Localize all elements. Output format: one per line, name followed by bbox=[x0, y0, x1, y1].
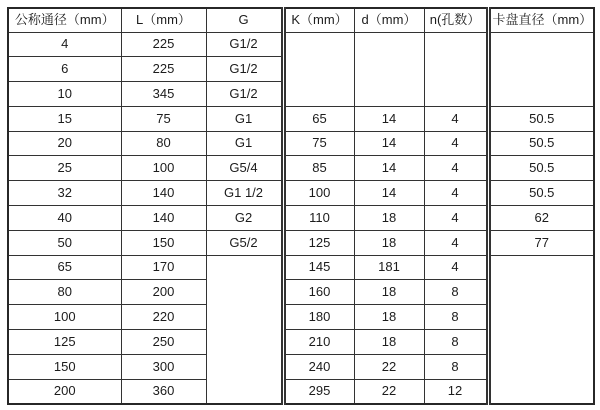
table-cell: 140 bbox=[121, 181, 206, 206]
table-cell: 18 bbox=[354, 280, 424, 305]
merged-empty-cell bbox=[206, 255, 283, 404]
table-cell: 18 bbox=[354, 230, 424, 255]
table-cell: 22 bbox=[354, 354, 424, 379]
merged-empty-cell bbox=[354, 32, 424, 106]
table-cell: 20 bbox=[8, 131, 121, 156]
table-cell: 140 bbox=[121, 206, 206, 231]
table-cell: 250 bbox=[121, 330, 206, 355]
column-header-n: n(孔数） bbox=[424, 8, 488, 32]
table-cell: 40 bbox=[8, 206, 121, 231]
table-cell: 180 bbox=[283, 305, 354, 330]
table-cell: 150 bbox=[121, 230, 206, 255]
table-cell: 345 bbox=[121, 82, 206, 107]
table-cell: 110 bbox=[283, 206, 354, 231]
table-cell: 8 bbox=[424, 354, 488, 379]
table-cell: 77 bbox=[488, 230, 594, 255]
merged-empty-cell bbox=[424, 32, 488, 106]
table-cell: 80 bbox=[8, 280, 121, 305]
table-cell: 50.5 bbox=[488, 156, 594, 181]
table-cell: 8 bbox=[424, 280, 488, 305]
table-cell: 125 bbox=[8, 330, 121, 355]
table-cell: 145 bbox=[283, 255, 354, 280]
table-row bbox=[8, 156, 594, 181]
table-cell: G1 bbox=[206, 131, 283, 156]
table-cell: 12 bbox=[424, 379, 488, 404]
table-cell: 10 bbox=[8, 82, 121, 107]
column-header-dn: 公称通径（mm） bbox=[8, 8, 121, 32]
table-cell: 14 bbox=[354, 131, 424, 156]
table-cell: 100 bbox=[121, 156, 206, 181]
table-cell: 220 bbox=[121, 305, 206, 330]
table-row bbox=[8, 206, 594, 231]
table-cell: 14 bbox=[354, 106, 424, 131]
table-cell: 4 bbox=[424, 131, 488, 156]
table-cell: 4 bbox=[424, 230, 488, 255]
table-cell: G1/2 bbox=[206, 57, 283, 82]
table-cell: 225 bbox=[121, 57, 206, 82]
table-cell: 50.5 bbox=[488, 106, 594, 131]
table-cell: 210 bbox=[283, 330, 354, 355]
table-cell: 25 bbox=[8, 156, 121, 181]
table-row bbox=[8, 181, 594, 206]
column-header-l: L（mm） bbox=[121, 8, 206, 32]
table-cell: 200 bbox=[121, 280, 206, 305]
table-cell: 295 bbox=[283, 379, 354, 404]
table-cell: 100 bbox=[283, 181, 354, 206]
table-cell: 50.5 bbox=[488, 131, 594, 156]
table-cell: 15 bbox=[8, 106, 121, 131]
table-cell: 32 bbox=[8, 181, 121, 206]
table-cell: 62 bbox=[488, 206, 594, 231]
table-cell: 300 bbox=[121, 354, 206, 379]
table-cell: 8 bbox=[424, 330, 488, 355]
table-cell: 18 bbox=[354, 330, 424, 355]
table-cell: 4 bbox=[424, 255, 488, 280]
table-cell: 14 bbox=[354, 181, 424, 206]
table-cell: 150 bbox=[8, 354, 121, 379]
table-cell: 75 bbox=[121, 106, 206, 131]
table-cell: 50.5 bbox=[488, 181, 594, 206]
table-cell: 4 bbox=[424, 181, 488, 206]
table-cell: 8 bbox=[424, 305, 488, 330]
table-cell: G1 1/2 bbox=[206, 181, 283, 206]
table-row bbox=[8, 106, 594, 131]
table-cell: 4 bbox=[8, 32, 121, 57]
table-cell: 225 bbox=[121, 32, 206, 57]
table-cell: 14 bbox=[354, 156, 424, 181]
table-cell: 75 bbox=[283, 131, 354, 156]
table-row bbox=[8, 255, 594, 280]
table-cell: 80 bbox=[121, 131, 206, 156]
table-cell: 181 bbox=[354, 255, 424, 280]
table-cell: 65 bbox=[8, 255, 121, 280]
merged-empty-cell bbox=[283, 32, 354, 106]
table-cell: 170 bbox=[121, 255, 206, 280]
column-header-k: K（mm） bbox=[283, 8, 354, 32]
table-cell: 85 bbox=[283, 156, 354, 181]
table-cell: 4 bbox=[424, 106, 488, 131]
table-cell: 4 bbox=[424, 206, 488, 231]
merged-empty-cell bbox=[488, 255, 594, 404]
table-cell: 360 bbox=[121, 379, 206, 404]
merged-empty-cell bbox=[488, 32, 594, 106]
table-cell: 4 bbox=[424, 156, 488, 181]
table-cell: 65 bbox=[283, 106, 354, 131]
column-header-chuck: 卡盘直径（mm） bbox=[488, 8, 594, 32]
table-row bbox=[8, 131, 594, 156]
table-cell: 200 bbox=[8, 379, 121, 404]
table-cell: 125 bbox=[283, 230, 354, 255]
table-cell: G2 bbox=[206, 206, 283, 231]
table-row bbox=[8, 230, 594, 255]
column-header-g: G bbox=[206, 8, 283, 32]
table-cell: 6 bbox=[8, 57, 121, 82]
table-cell: G5/4 bbox=[206, 156, 283, 181]
table-cell: 160 bbox=[283, 280, 354, 305]
table-row bbox=[8, 32, 594, 57]
table-cell: 18 bbox=[354, 305, 424, 330]
column-header-d: d（mm） bbox=[354, 8, 424, 32]
spec-table bbox=[7, 7, 595, 405]
table-cell: 100 bbox=[8, 305, 121, 330]
header-row bbox=[8, 8, 594, 32]
table-cell: 22 bbox=[354, 379, 424, 404]
table-cell: 50 bbox=[8, 230, 121, 255]
table-cell: G5/2 bbox=[206, 230, 283, 255]
table-cell: 240 bbox=[283, 354, 354, 379]
table-cell: G1/2 bbox=[206, 82, 283, 107]
table-cell: G1 bbox=[206, 106, 283, 131]
spec-table-container bbox=[7, 7, 595, 405]
table-cell: 18 bbox=[354, 206, 424, 231]
table-cell: G1/2 bbox=[206, 32, 283, 57]
